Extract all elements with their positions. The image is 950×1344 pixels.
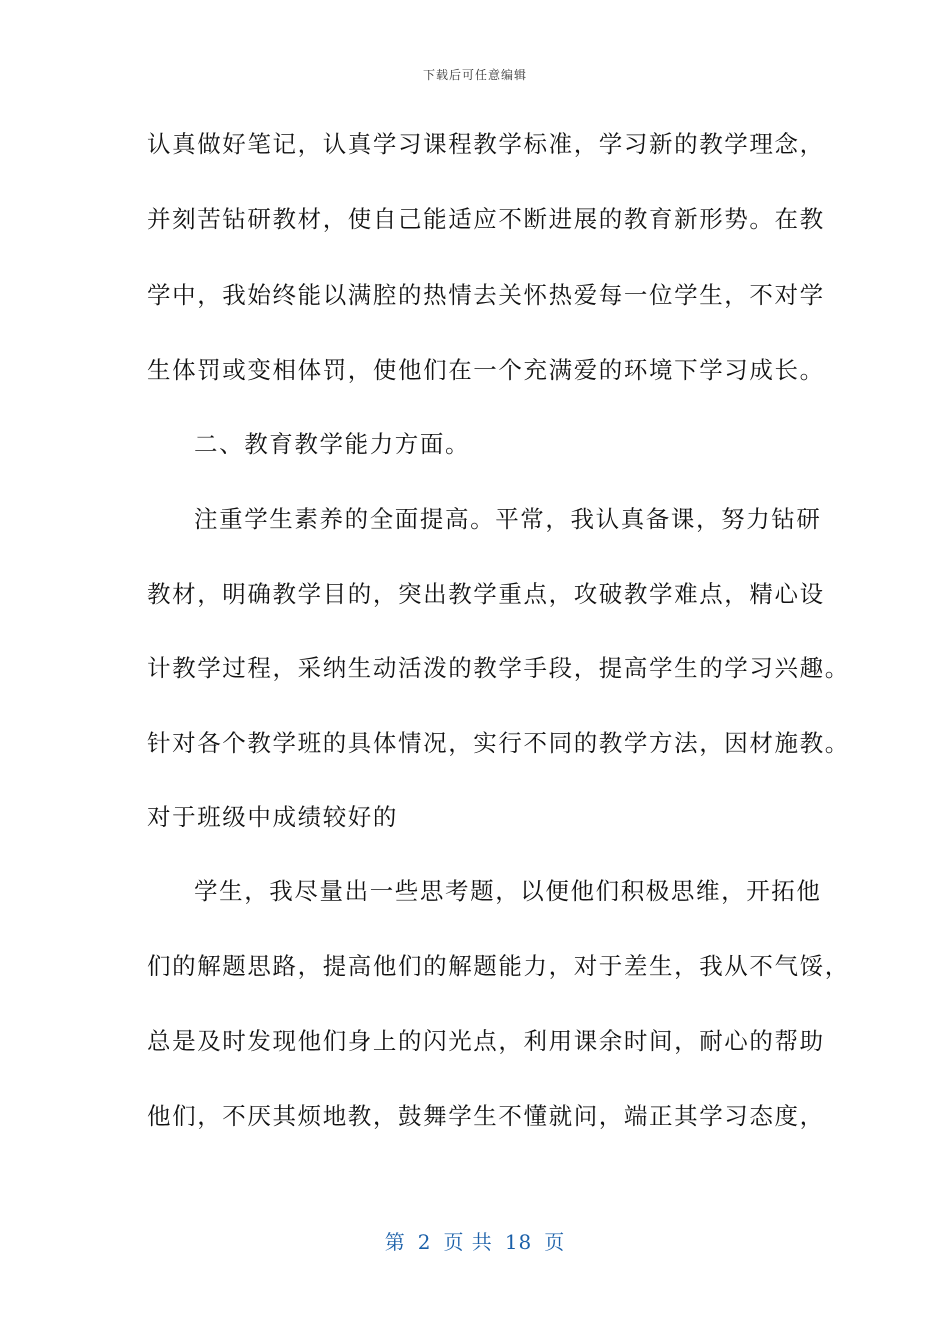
footer-total-pages: 18: [504, 1230, 533, 1254]
paragraph-line: 教材，明确教学目的，突出教学重点，攻破教学难点，精心设: [147, 580, 825, 608]
paragraph-line: 生体罚或变相体罚，使他们在一个充满爱的环境下学习成长。: [147, 356, 825, 384]
paragraph-line: 计教学过程，采纳生动活泼的教学手段，提高学生的学习兴趣。: [147, 654, 850, 682]
paragraph-line: 对于班级中成绩较好的: [147, 803, 398, 831]
paragraph-line: 并刻苦钻研教材，使自己能适应不断进展的教育新形势。在教: [147, 205, 825, 233]
paragraph-line: 学生，我尽量出一些思考题，以便他们积极思维，开拓他: [194, 877, 822, 905]
footer-current-page: 2: [417, 1230, 432, 1254]
paragraph-line: 们的解题思路，提高他们的解题能力，对于差生，我从不气馁，: [147, 952, 850, 980]
paragraph-line: 总是及时发现他们身上的闪光点，利用课余时间，耐心的帮助: [147, 1027, 825, 1055]
page-number-footer: [0, 1226, 950, 1255]
paragraph-line: 他们，不厌其烦地教，鼓舞学生不懂就问，端正其学习态度，: [147, 1102, 825, 1130]
paragraph-line: 学中，我始终能以满腔的热情去关怀热爱每一位学生，不对学: [147, 281, 825, 309]
paragraph-line: 注重学生素养的全面提高。平常，我认真备课，努力钻研: [194, 505, 822, 533]
paragraph-line: 认真做好笔记，认真学习课程教学标准，学习新的教学理念，: [147, 130, 825, 158]
footer-middle: 页 共: [443, 1230, 493, 1254]
footer-prefix: 第: [384, 1230, 406, 1254]
footer-suffix: 页: [544, 1230, 566, 1254]
paragraph-line: 针对各个教学班的具体情况，实行不同的教学方法，因材施教。: [147, 729, 850, 757]
page-header-note: 下载后可任意编辑: [422, 68, 527, 82]
section-heading: 二、教育教学能力方面。: [194, 430, 471, 458]
